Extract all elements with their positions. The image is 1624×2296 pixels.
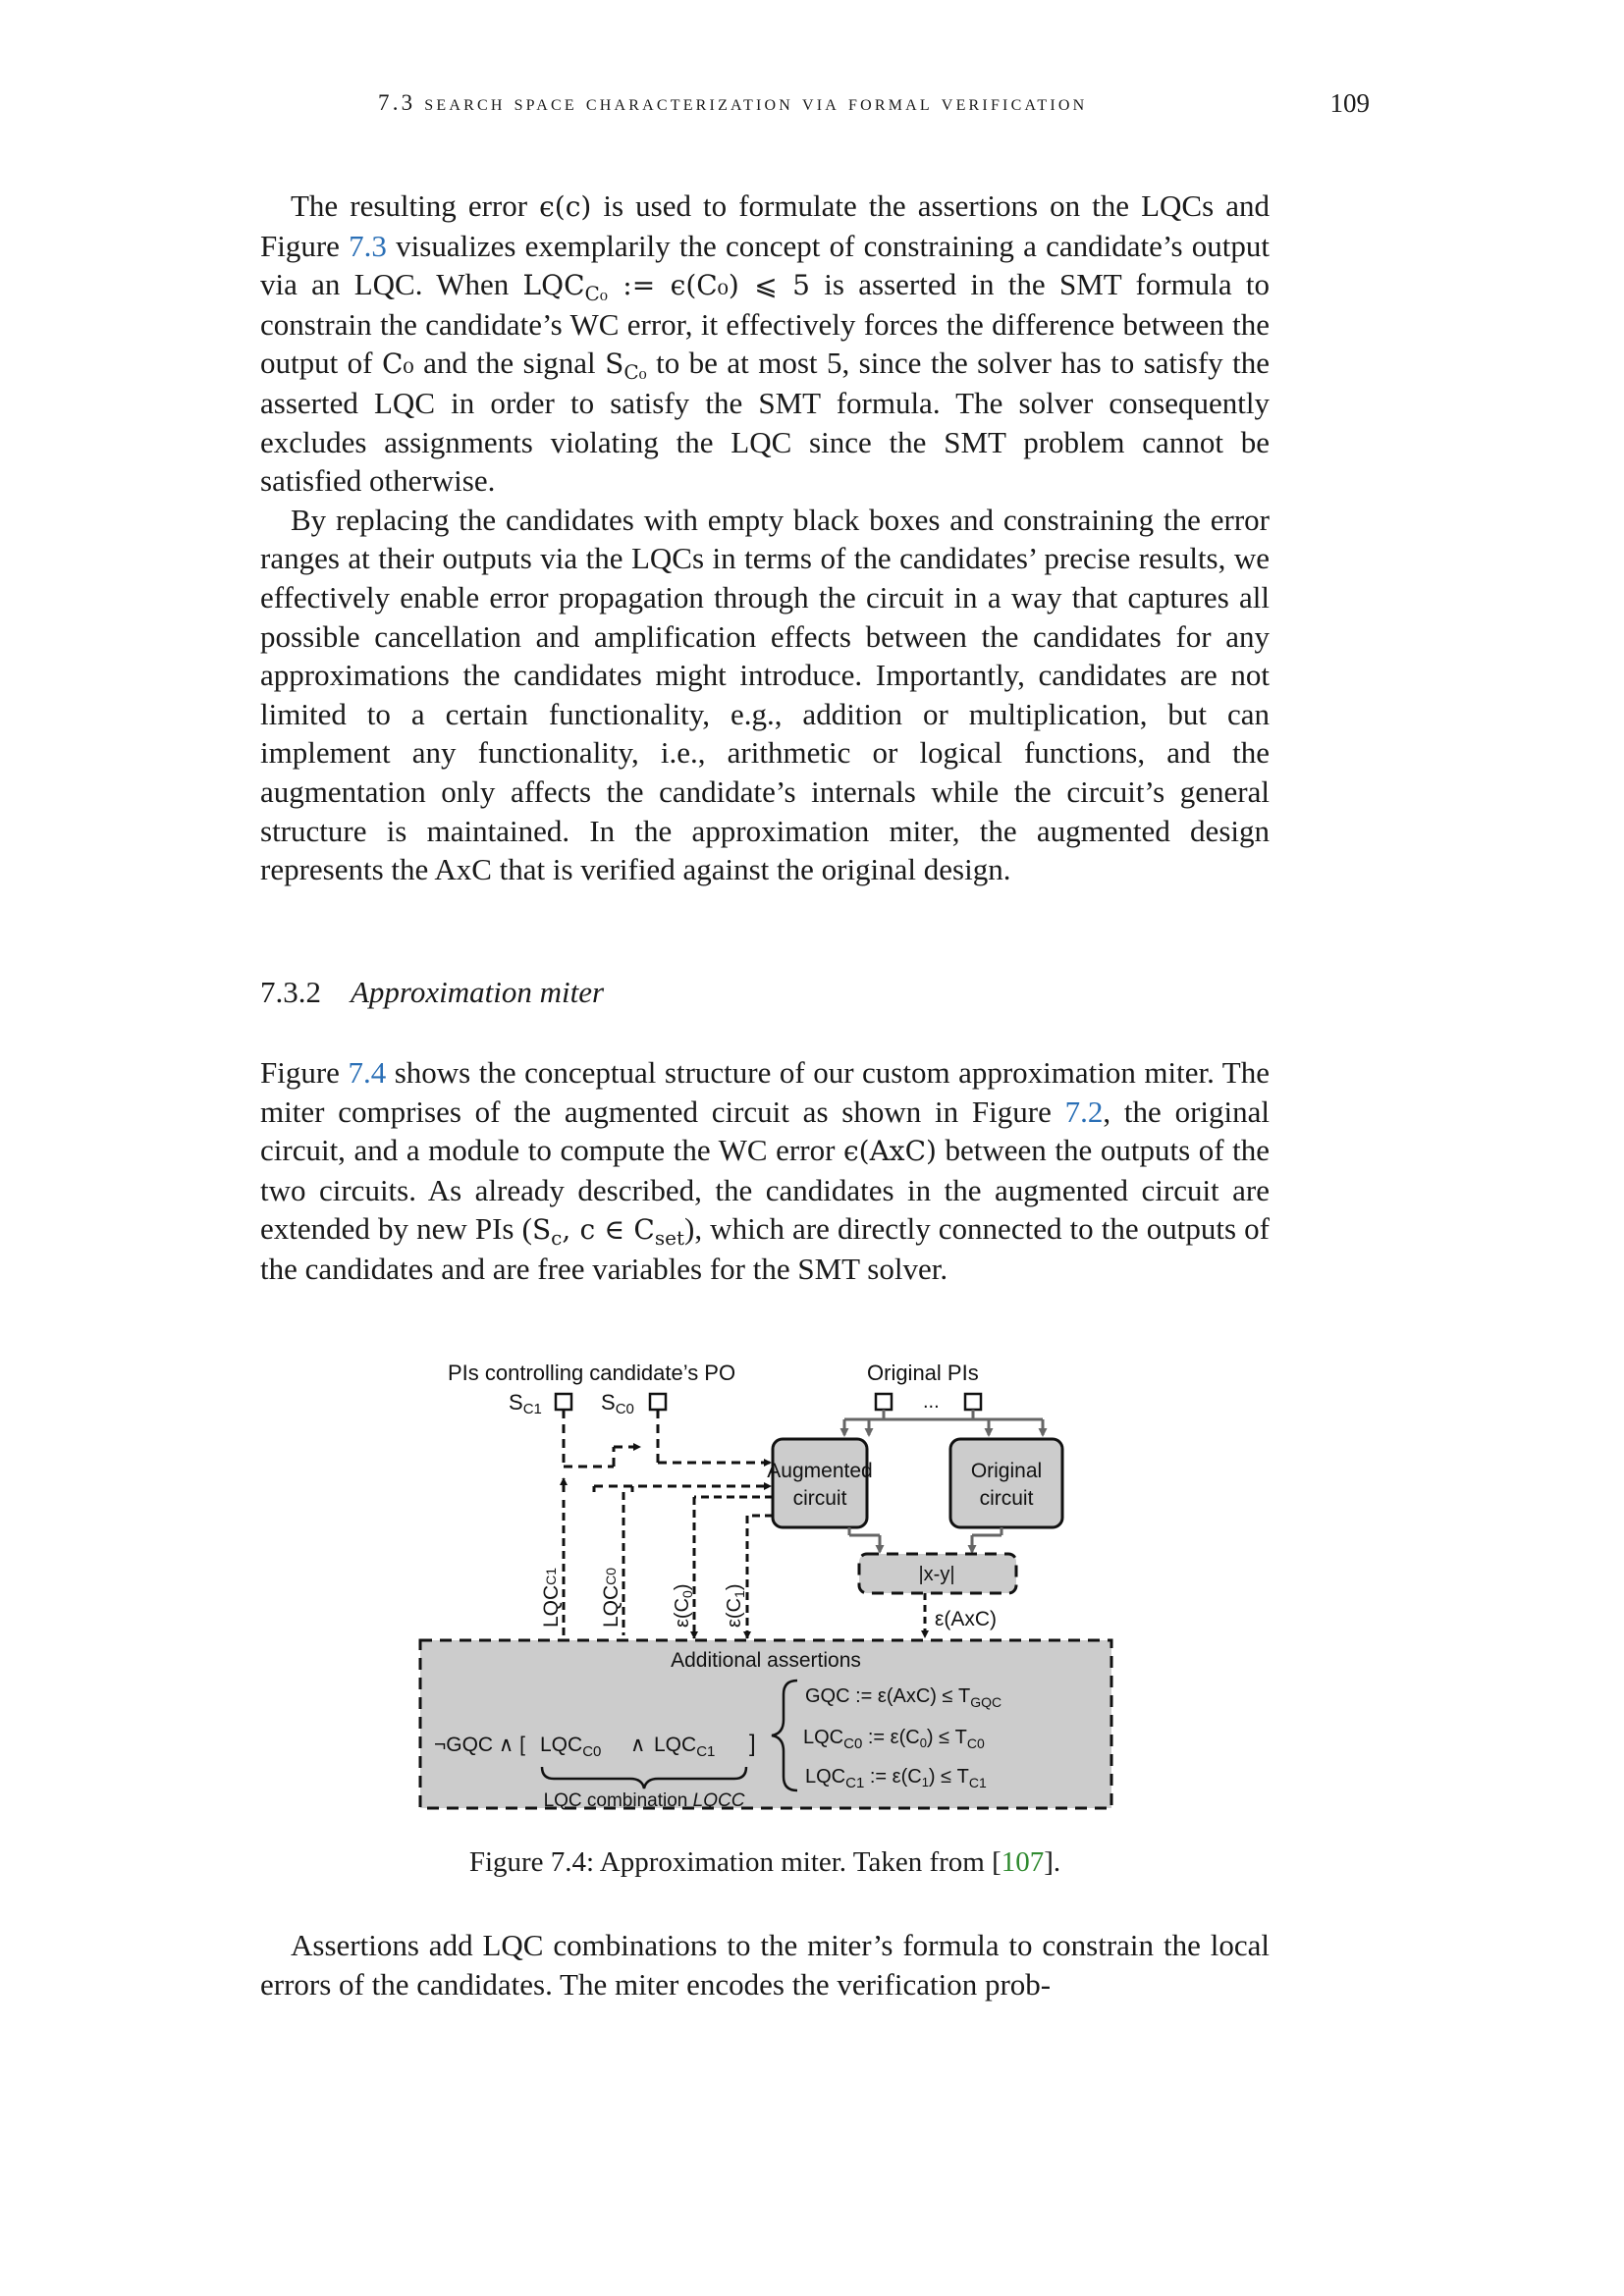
text: Figure <box>260 1055 349 1090</box>
math-inline: $LQC_{C_0}$ := ϵ(C₀) ⩽ 5 <box>522 269 810 306</box>
text: visualizes exemplarily the concept of constraining a candidate’s output via an LQC. When <box>260 228 1270 302</box>
text: is used to formulate the assertions on the LQCs and Figure <box>260 188 1270 263</box>
text: and the signal <box>413 346 606 381</box>
label-original-pis: Original PIs <box>867 1361 979 1385</box>
port-original-pi-1 <box>876 1394 892 1410</box>
caption-text: Figure 7.4: Approximation miter. Taken from [ <box>468 1846 1001 1878</box>
label-s-c1: SC1 <box>509 1390 542 1417</box>
label-lqc-c0: LQCC0 <box>600 1567 623 1628</box>
text: ), which are directly connected to the outputs of the candidates and are free variables for the SMT solver. <box>260 1211 1270 1286</box>
original-pis-wiring <box>844 1410 1043 1435</box>
text: The resulting error <box>291 188 540 223</box>
lqcc-bracket-close: ] <box>749 1731 756 1757</box>
lqcc-lqc0: $LQC_{C0}$ <box>540 1734 602 1760</box>
lqcc-expression-prefix: ¬GQC ∧ [ <box>434 1734 525 1756</box>
port-original-pi-n <box>965 1394 981 1410</box>
text: shows the conceptual structure of our custom approximation miter. The miter comprises of the augmented circuit as shown in Figure <box>260 1055 1270 1129</box>
page-number: 109 <box>1329 88 1370 118</box>
text: to be at most 5, since the solver has to satisfy the asserted LQC in order to satisfy the SMT formula. The solver consequently excludes assignments violating the LQC since the SMT problem cannot be satisfied otherwise. <box>260 346 1270 499</box>
caption-text: ]. <box>1044 1846 1061 1878</box>
gqc-definition: GQC := $\varepsilon(AxC) \le T_{GQC}$ <box>805 1685 1002 1710</box>
port-s-c0 <box>650 1394 666 1410</box>
augmented-circuit-box <box>773 1439 867 1527</box>
diff-label: |x-y| <box>918 1564 955 1585</box>
text: is asserted in the SMT formula to constrain the candidate’s WC error, it effectively forces the difference between the output of <box>260 267 1270 381</box>
s-signal-wiring <box>564 1410 771 1492</box>
math-inline: $S_c$, c ∈ $C_{set}$ <box>531 1213 684 1251</box>
ref-figure-7-2[interactable]: 7.2 <box>1064 1094 1104 1129</box>
paragraph-3 <box>260 1053 1270 1289</box>
section-heading <box>260 975 604 1010</box>
label-s-c0: SC0 <box>601 1390 634 1417</box>
figure-approximation-miter <box>412 1353 1119 1832</box>
text: between the outputs of the two circuits. As already described, the candidates in the augmented circuit are extended by new PIs ( <box>260 1133 1270 1247</box>
label-eps-c0: $\varepsilon(C_0)$ <box>672 1583 695 1628</box>
lqc-c1-definition: $LQC_{C1}$ := $\varepsilon(C_1) \le T_{C1}$ <box>805 1766 987 1791</box>
lqcc-lqc1: $LQC_{C1}$ <box>654 1734 716 1760</box>
text: , the original circuit, and a module to compute the WC error <box>260 1094 1270 1168</box>
math-inline: $S_{C_0}$ <box>605 347 647 385</box>
augmented-label-2: circuit <box>792 1487 847 1510</box>
original-circuit-box <box>950 1439 1062 1527</box>
additional-assertions-label: Additional assertions <box>671 1649 861 1672</box>
figure-caption <box>260 1846 1270 1879</box>
lqc-c0-definition: $LQC_{C0}$ := $\varepsilon(C_0) \le T_{C0}$ <box>803 1727 985 1752</box>
label-pis-controlling: PIs controlling candidate’s PO <box>448 1361 736 1385</box>
paragraph-1 <box>260 187 1270 889</box>
label-eps-c1: $\varepsilon(C_1)$ <box>724 1583 747 1628</box>
original-label-2: circuit <box>979 1487 1034 1510</box>
lqcc-and: ∧ <box>630 1734 646 1756</box>
ref-figure-7-4[interactable]: 7.4 <box>348 1055 387 1090</box>
paragraph-4-text: Assertions add LQC combinations to the miter’s formula to constrain the local errors of the candidates. The miter encodes the verification prob- <box>260 1928 1270 2002</box>
math-inline: ϵ(c) <box>539 190 592 223</box>
label-dots: ... <box>923 1391 940 1413</box>
ref-figure-7-3[interactable]: 7.3 <box>349 228 387 263</box>
diff-input-wiring <box>849 1527 1001 1552</box>
running-header <box>378 90 1370 116</box>
err-axc-label: ε(AxC) <box>935 1608 998 1630</box>
running-header-section: 7.3 search space characterization via formal verification <box>378 90 1088 115</box>
original-label-1: Original <box>970 1460 1043 1482</box>
section-number: 7.3.2 <box>260 975 321 1009</box>
section-title: Approximation miter <box>351 975 605 1009</box>
lqcc-label: LQC combination LQCC <box>543 1790 745 1811</box>
port-s-c1 <box>556 1394 571 1410</box>
math-inline: ϵ(AxC) <box>842 1135 937 1168</box>
citation-107[interactable]: 107 <box>1001 1846 1045 1878</box>
miter-diagram <box>412 1353 1119 1832</box>
paragraph-2: By replacing the candidates with empty black boxes and constraining the error ranges at their outputs via the LQCs in terms of the candidates’ precise results, we effectively enable error propagation through the circuit in a way that captures all possible cancellation and amplification effects between the candidates for any approximations the candidates might introduce. Importantly, candidates are not limited to a certain functionality, e.g., addition or multiplication, but can implement any functionality, i.e., arithmetic or logical functions, and the augmentation only affects the candidate’s internals while the circuit’s general structure is maintained. In the approximation miter, the augmented design represents the AxC that is verified against the original design. <box>260 502 1270 887</box>
augmented-label-1: Augmented <box>767 1460 873 1482</box>
paragraph-4 <box>260 1926 1270 2003</box>
math-inline: C₀ <box>381 347 414 381</box>
label-lqc-c1: LQCC1 <box>540 1567 563 1628</box>
